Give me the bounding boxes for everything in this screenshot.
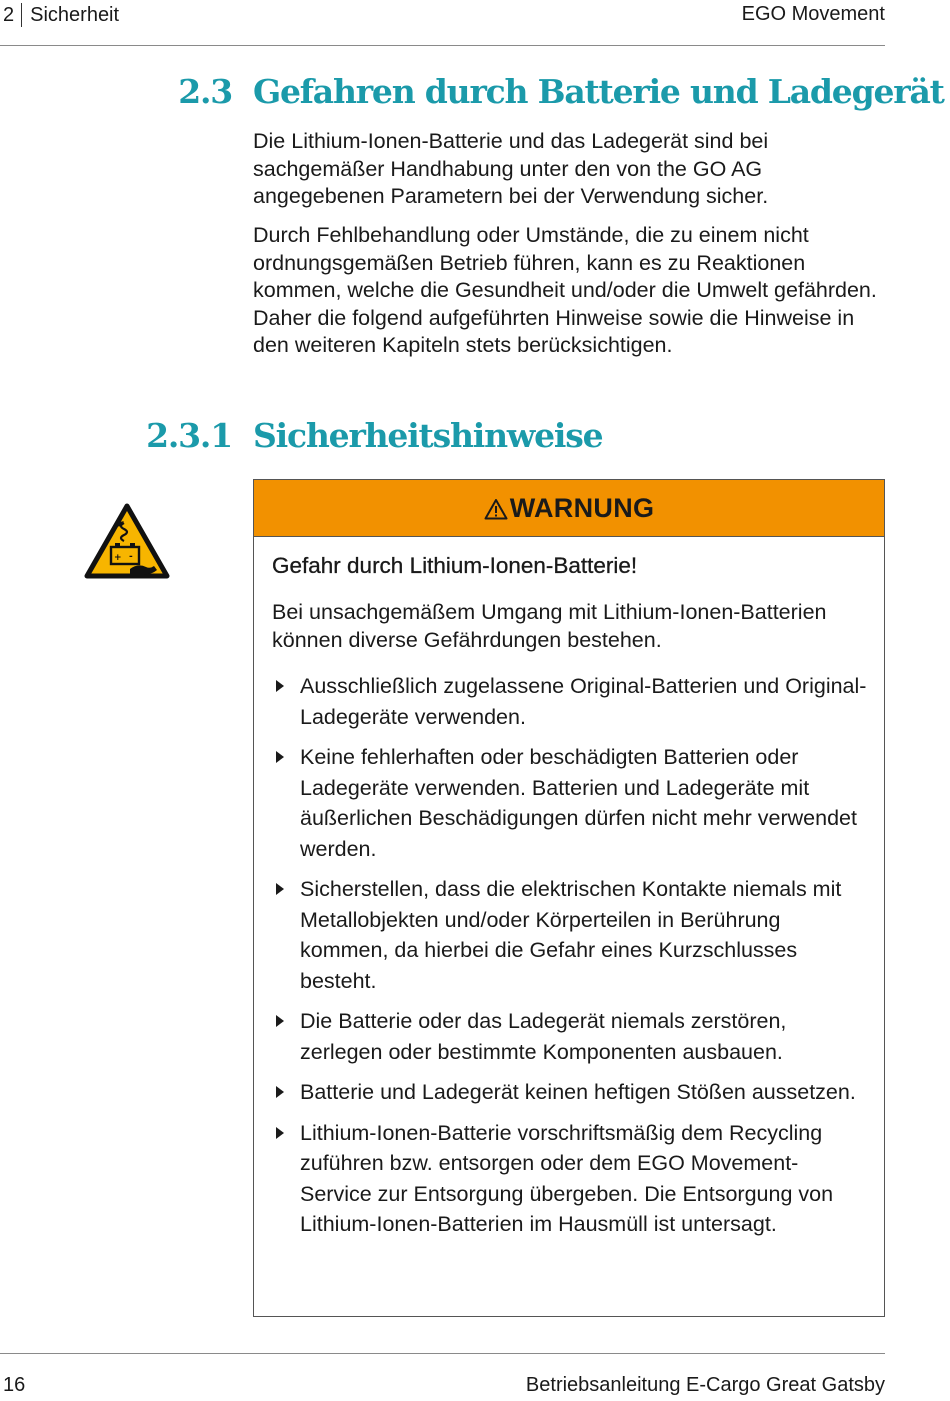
battery-hazard-warning-icon [84,503,170,579]
header-separator [21,3,22,27]
page-footer [0,1353,885,1396]
bullet-arrow-icon [276,680,284,692]
list-item [272,1006,870,1067]
bullet-arrow-icon [276,1086,284,1098]
section-number: 2.3 [178,72,232,111]
svg-text:+: + [114,553,122,563]
chapter-title: Sicherheit [30,3,120,26]
warning-title: Gefahr durch Lithium-Ionen-Batterie! [272,553,638,578]
brand-name: EGO Movement [741,3,885,25]
warning-body [254,537,884,1240]
subsection-title: Sicherheitshinweise [253,416,603,455]
svg-text:-: - [129,552,133,562]
page-number: 16 [3,1374,26,1396]
list-item-text: Sicherstellen, dass die elektrischen Kontakte niemals mit Metallobjekten und/oder Körperteilen in Berührung kommen, da hierbei die Gefahr eines Kurzschlusses besteht. [300,877,842,993]
list-item [272,742,870,864]
list-item-text: Keine fehlerhaften oder beschädigten Batterien oder Ladegeräte verwenden. Batterien und Ladegeräte mit äußerlichen Beschädigungen dürfen nicht mehr verwendet werden. [300,745,857,861]
bullet-arrow-icon [276,1127,284,1139]
list-item [272,671,870,732]
bullet-arrow-icon [276,883,284,895]
page-header [0,0,885,46]
list-item [272,1077,870,1108]
chapter-reference [3,3,119,27]
intro-paragraph-2: Durch Fehlbehandlung oder Umstände, die zu einem nicht ordnungsgemäßen Betrieb führen, kann es zu Reaktionen kommen, welche die Gesundheit und/oder die Umwelt gefährden. Daher die folgend aufgeführten Hinweise sowie die Hinweise in den weiteren Kapiteln stets berücksichtigen. [253,223,877,358]
section-title: Gefahren durch Batterie und Ladegerät [253,72,944,111]
chapter-number: 2 [3,3,15,26]
warning-description: Bei unsachgemäßem Umgang mit Lithium-Ionen-Batterien können diverse Gefährdungen bestehen. [272,600,827,652]
bullet-arrow-icon [276,1015,284,1027]
intro-paragraph-1: Die Lithium-Ionen-Batterie und das Ladegerät sind bei sachgemäßer Handhabung unter den von the GO AG angegebenen Parametern bei der Verwendung sicher. [253,129,769,209]
bullet-arrow-icon [276,751,284,763]
list-item [272,874,870,996]
list-item [272,1118,870,1240]
manual-title: Betriebsanleitung E-Cargo Great Gatsby [525,1374,885,1396]
warning-header [254,480,884,537]
warning-box [253,479,885,1317]
warning-triangle-icon [484,498,508,520]
warning-instructions-list [272,671,870,1240]
list-item-text: Die Batterie oder das Ladegerät niemals zerstören, zerlegen oder bestimmte Komponenten ausbauen. [300,1009,787,1064]
list-item-text: Ausschließlich zugelassene Original-Batterien und Original-Ladegeräte verwenden. [300,674,867,729]
list-item-text: Lithium-Ionen-Batterie vorschriftsmäßig dem Recycling zuführen bzw. entsorgen oder dem EGO Movement-Service zur Entsorgung übergeben. Die Entsorgung von Lithium-Ionen-Batterien im Hausmüll ist untersagt. [300,1120,834,1236]
warning-label: WARNUNG [509,492,655,523]
subsection-number: 2.3.1 [146,416,232,455]
list-item-text: Batterie und Ladegerät keinen heftigen Stößen aussetzen. [300,1080,856,1104]
